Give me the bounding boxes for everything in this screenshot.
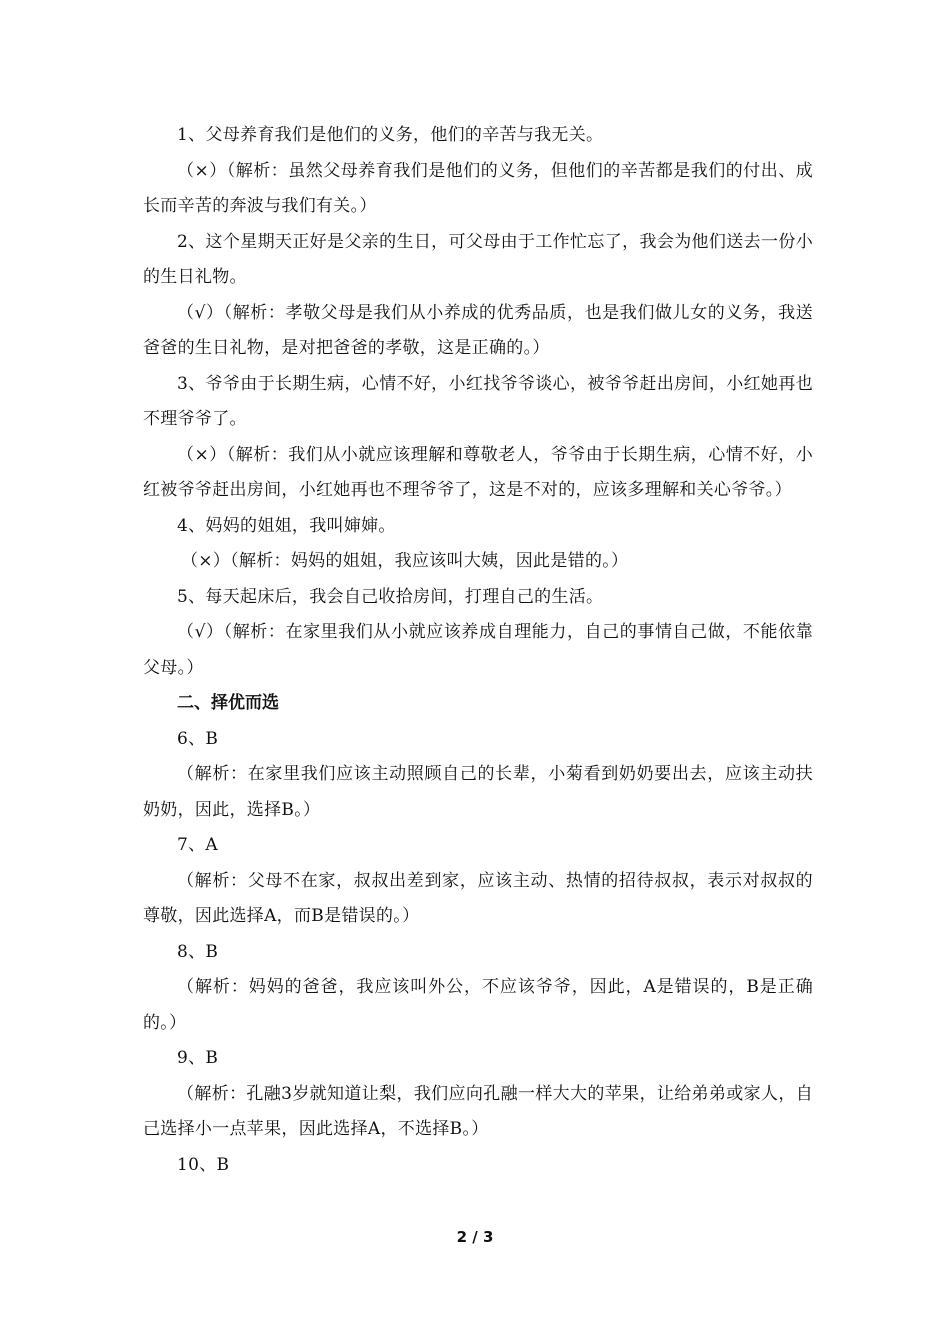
question-1: 1、父母养育我们是他们的义务，他们的辛苦与我无关。	[177, 125, 604, 145]
question-4: 4、妈妈的姐姐，我叫婶婶。	[177, 515, 396, 536]
answer-8: （解析：妈妈的爸爸，我应该叫外公，不应该爷爷，因此，A是错误的，B是正确的。）	[143, 977, 813, 1033]
answer-2: （√）（解析：孝敬父母是我们从小养成的优秀品质，也是我们做儿女的义务，我送爸爸的生日礼物，是对把爸爸的孝敬，这是正确的。）	[143, 302, 813, 358]
question-9: 9、B	[177, 1048, 219, 1068]
answer-9: （解析：孔融3岁就知道让梨，我们应向孔融一样大大的苹果，让给弟弟或家人，自己选择小一点苹果，因此选择A，不选择B。）	[143, 1083, 813, 1139]
page-number: 2 / 3	[456, 1228, 494, 1246]
document-body	[143, 118, 813, 1183]
question-3: 3、爷爷由于长期生病，心情不好，小红找爷爷谈心，被爷爷赶出房间，小红她再也不理爷爷了。	[143, 373, 813, 429]
question-2: 2、这个星期天正好是父亲的生日，可父母由于工作忙忘了，我会为他们送去一份小的生日礼物。	[143, 231, 813, 287]
section-heading: 二、择优而选	[177, 693, 279, 713]
answer-5: （√）（解析：在家里我们从小就应该养成自理能力，自己的事情自己做，不能依靠父母。）	[143, 622, 813, 678]
answer-3: （×）（解析：我们从小就应该理解和尊敬老人，爷爷由于长期生病，心情不好，小红被爷爷赶出房间，小红她再也不理爷爷了，这是不对的，应该多理解和关心爷爷。）	[143, 444, 813, 500]
question-7: 7、A	[177, 835, 218, 855]
answer-6: （解析：在家里我们应该主动照顾自己的长辈，小菊看到奶奶要出去，应该主动扶奶奶，因此，选择B。）	[143, 764, 813, 820]
question-6: 6、B	[177, 728, 219, 749]
question-5: 5、每天起床后，我会自己收拾房间，打理自己的生活。	[177, 586, 604, 607]
answer-7: （解析：父母不在家，叔叔出差到家，应该主动、热情的招待叔叔，表示对叔叔的尊敬，因此选择A，而B是错误的。）	[143, 870, 813, 926]
question-8: 8、B	[177, 941, 219, 962]
answer-4: （×）（解析：妈妈的姐姐，我应该叫大姨，因此是错的。）	[181, 551, 629, 571]
answer-1: （×）（解析：虽然父母养育我们是他们的义务，但他们的辛苦都是我们的付出、成长而辛苦的奔波与我们有关。）	[143, 160, 813, 216]
question-10: 10、B	[177, 1154, 230, 1175]
